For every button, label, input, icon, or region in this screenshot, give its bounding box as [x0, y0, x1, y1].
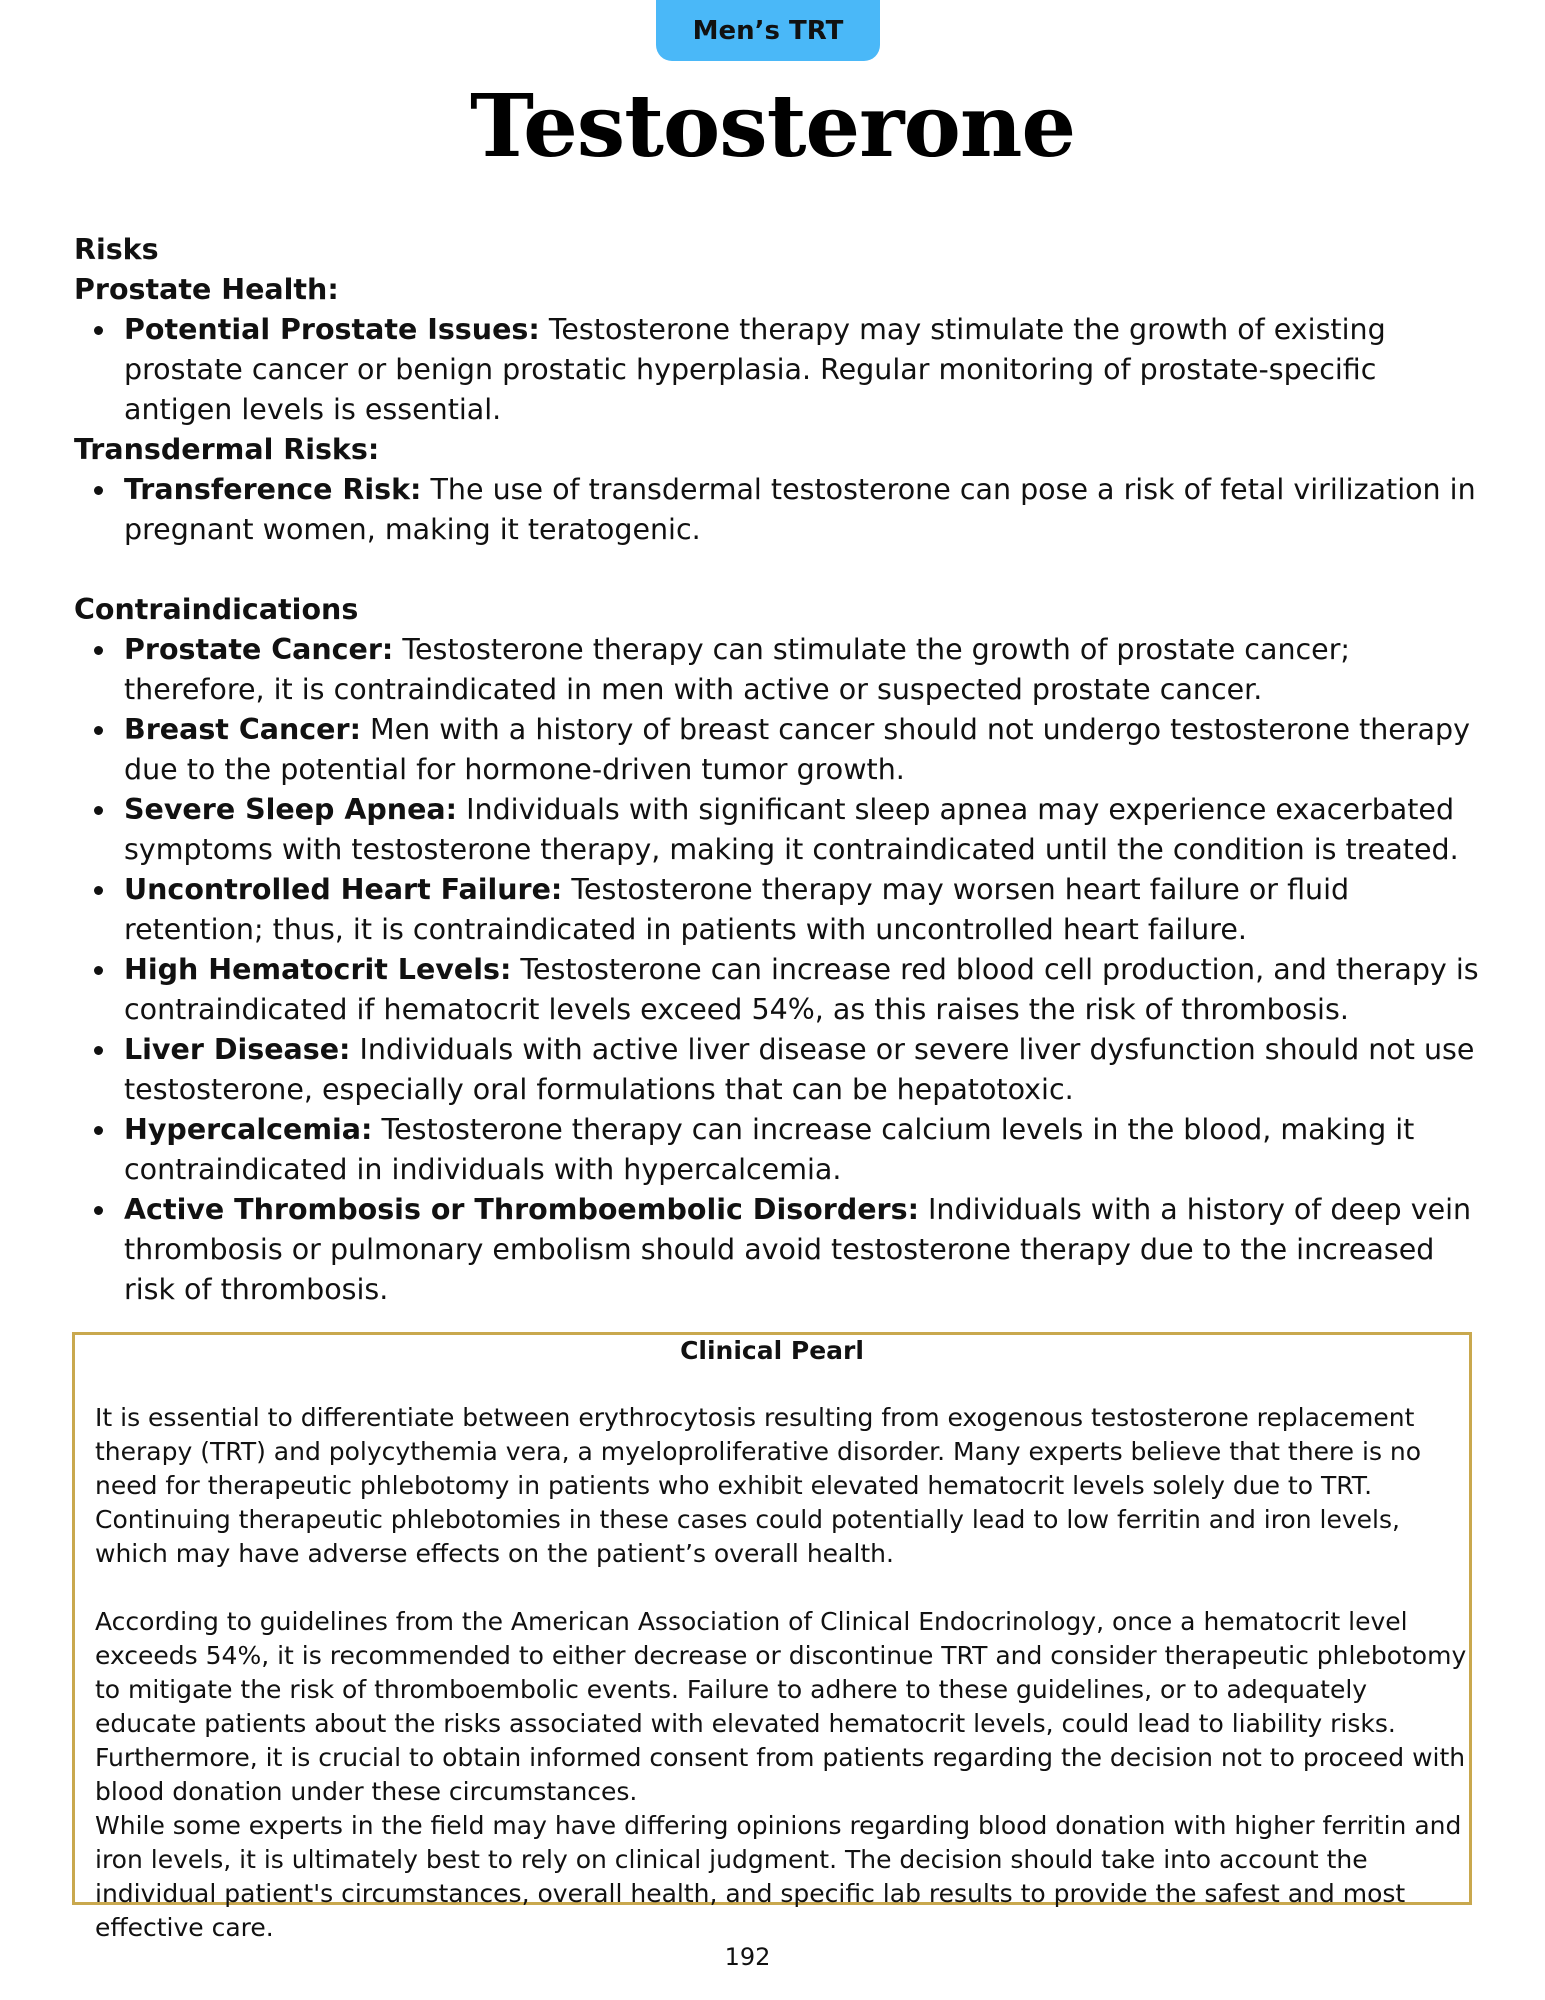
contraindications-heading: Contraindications	[74, 593, 359, 626]
list-item	[124, 870, 1484, 950]
contraindications-list	[74, 630, 1484, 1310]
page-number: 192	[724, 1943, 771, 1971]
list-item	[124, 470, 1484, 550]
clinical-pearl-paragraph: While some experts in the field may have differing opinions regarding blood donation with higher ferritin and iron levels, it is ultimately best to rely on clinical judgment. The decision should take into account the individual patient's circumstances, overall health, and specific lab results to provide the safest and most effective care.	[95, 1811, 1462, 1942]
item-text: Men with a history of breast cancer should not undergo testosterone therapy due to the potential for hormone-driven tumor growth.	[124, 713, 1470, 786]
item-term: Hypercalcemia:	[124, 1113, 373, 1146]
item-text: Testosterone therapy can increase calcium levels in the blood, making it contraindicated in individuals with hypercalcemia.	[124, 1113, 1415, 1186]
list-item	[124, 1190, 1484, 1310]
item-term: Liver Disease:	[124, 1033, 351, 1066]
item-term: Active Thrombosis or Thromboembolic Disorders:	[124, 1193, 919, 1226]
page-title: Testosterone	[469, 76, 1076, 177]
item-term: Uncontrolled Heart Failure:	[124, 873, 563, 906]
item-text: Individuals with active liver disease or severe liver dysfunction should not use testosterone, especially oral formulations that can be hepatotoxic.	[124, 1033, 1475, 1106]
transdermal-risks-heading: Transdermal Risks:	[74, 433, 380, 466]
clinical-pearl-box	[72, 1332, 1472, 1942]
list-item	[124, 790, 1484, 870]
item-term: Severe Sleep Apnea:	[124, 793, 458, 826]
item-text: Individuals with significant sleep apnea may experience exacerbated symptoms with testosterone therapy, making it contraindicated until the condition is treated.	[124, 793, 1459, 866]
section-spacer	[74, 550, 1484, 590]
section-tag: Men’s TRT	[656, 0, 880, 61]
item-term: Breast Cancer:	[124, 713, 361, 746]
item-text: Testosterone can increase red blood cell production, and therapy is contraindicated if hematocrit levels exceed 54%, as this raises the risk of thrombosis.	[124, 953, 1479, 1026]
item-text: Individuals with a history of deep vein thrombosis or pulmonary embolism should avoid testosterone therapy due to the increased risk of thrombosis.	[124, 1193, 1472, 1306]
clinical-pearl-paragraph: According to guidelines from the American Association of Clinical Endocrinology, once a hematocrit level exceeds 54%, it is recommended to either decrease or discontinue TRT and consider therapeutic phlebotomy to mitigate the risk of thromboembolic events. Failure to adhere to these guidelines, or to adequately educate patients about the risks associated with elevated hematocrit levels, could lead to liability risks. Furthermore, it is crucial to obtain informed consent from patients regarding the decision not to proceed with blood donation under these circumstances.	[95, 1607, 1467, 1806]
clinical-pearl-paragraph: It is essential to differentiate between erythrocytosis resulting from exogenous testosterone replacement therapy (TRT) and polycythemia vera, a myeloproliferative disorder. Many experts believe that there is no need for therapeutic phlebotomy in patients who exhibit elevated hematocrit levels solely due to TRT. Continuing therapeutic phlebotomies in these cases could potentially lead to low ferritin and iron levels, which may have adverse effects on the patient’s overall health.	[95, 1403, 1422, 1568]
list-item	[124, 710, 1484, 790]
list-item	[124, 310, 1484, 430]
prostate-risks-list	[74, 310, 1484, 430]
item-term: Transference Risk:	[124, 473, 422, 506]
main-content	[74, 230, 1484, 1310]
risks-heading: Risks	[74, 233, 159, 266]
item-text: Testosterone therapy may stimulate the growth of existing prostate cancer or benign prostatic hyperplasia. Regular monitoring of prostate-specific antigen levels is essential.	[124, 313, 1386, 426]
prostate-health-heading: Prostate Health:	[74, 273, 339, 306]
item-term: High Hematocrit Levels:	[124, 953, 512, 986]
item-text: The use of transdermal testosterone can pose a risk of fetal virilization in pregnant women, making it teratogenic.	[124, 473, 1476, 546]
list-item	[124, 950, 1484, 1030]
item-text: Testosterone therapy can stimulate the growth of prostate cancer; therefore, it is contraindicated in men with active or suspected prostate cancer.	[124, 633, 1351, 706]
item-term: Potential Prostate Issues:	[124, 313, 540, 346]
list-item	[124, 1110, 1484, 1190]
transdermal-risks-list	[74, 470, 1484, 550]
item-text: Testosterone therapy may worsen heart failure or fluid retention; thus, it is contraindicated in patients with uncontrolled heart failure.	[124, 873, 1350, 946]
item-term: Prostate Cancer:	[124, 633, 394, 666]
clinical-pearl-title: Clinical Pearl	[680, 1336, 864, 1365]
list-item	[124, 630, 1484, 710]
list-item	[124, 1030, 1484, 1110]
